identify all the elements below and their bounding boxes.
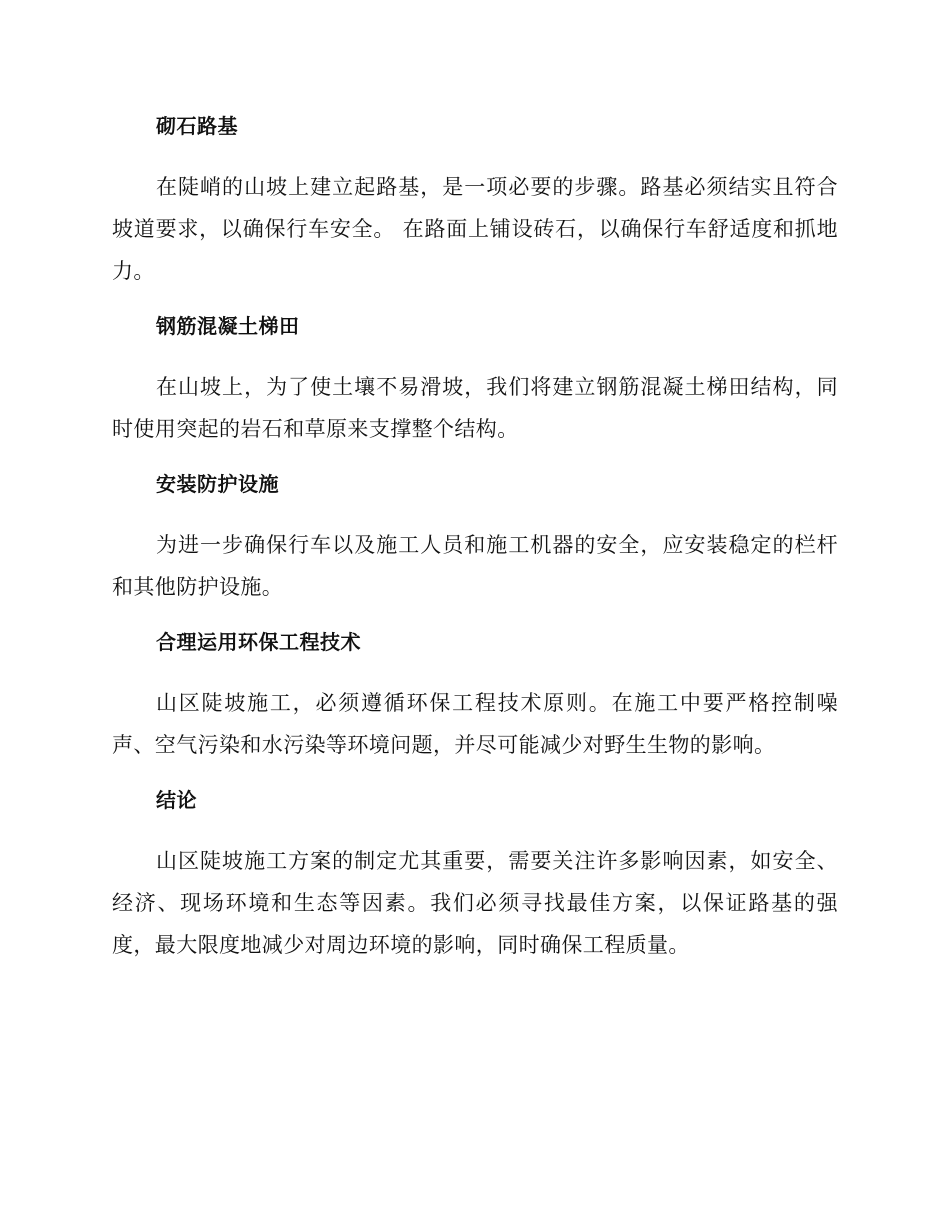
section-conclusion [112, 784, 838, 966]
section-heading: 结论 [156, 788, 197, 812]
section-heading: 安装防护设施 [156, 472, 279, 496]
document-page [112, 110, 838, 984]
section-paragraph: 在山坡上，为了使土壤不易滑坡，我们将建立钢筋混凝土梯田结构，同时使用突起的岩石和草原来支撑整个结构。 [112, 375, 838, 441]
section-paragraph: 山区陡坡施工方案的制定尤其重要，需要关注许多影响因素，如安全、经济、现场环境和生态等因素。我们必须寻找最佳方案，以保证路基的强度，最大限度地减少对周边环境的影响，同时确保工程质量。 [112, 849, 838, 957]
section-paragraph: 为进一步确保行车以及施工人员和施工机器的安全，应安装稳定的栏杆和其他防护设施。 [112, 533, 838, 599]
section-paragraph: 山区陡坡施工，必须遵循环保工程技术原则。在施工中要严格控制噪声、空气污染和水污染等环境问题，并尽可能减少对野生生物的影响。 [112, 691, 838, 757]
section-protective-facilities [112, 468, 838, 608]
section-heading: 合理运用环保工程技术 [156, 630, 361, 654]
section-environmental-engineering [112, 626, 838, 766]
section-concrete-terraces [112, 310, 838, 450]
section-heading: 钢筋混凝土梯田 [156, 314, 300, 338]
section-heading: 砌石路基 [156, 114, 238, 138]
section-masonry-roadbed [112, 110, 838, 292]
section-paragraph: 在陡峭的山坡上建立起路基，是一项必要的步骤。路基必须结实且符合坡道要求，以确保行车安全。 在路面上铺设砖石，以确保行车舒适度和抓地力。 [112, 175, 838, 283]
